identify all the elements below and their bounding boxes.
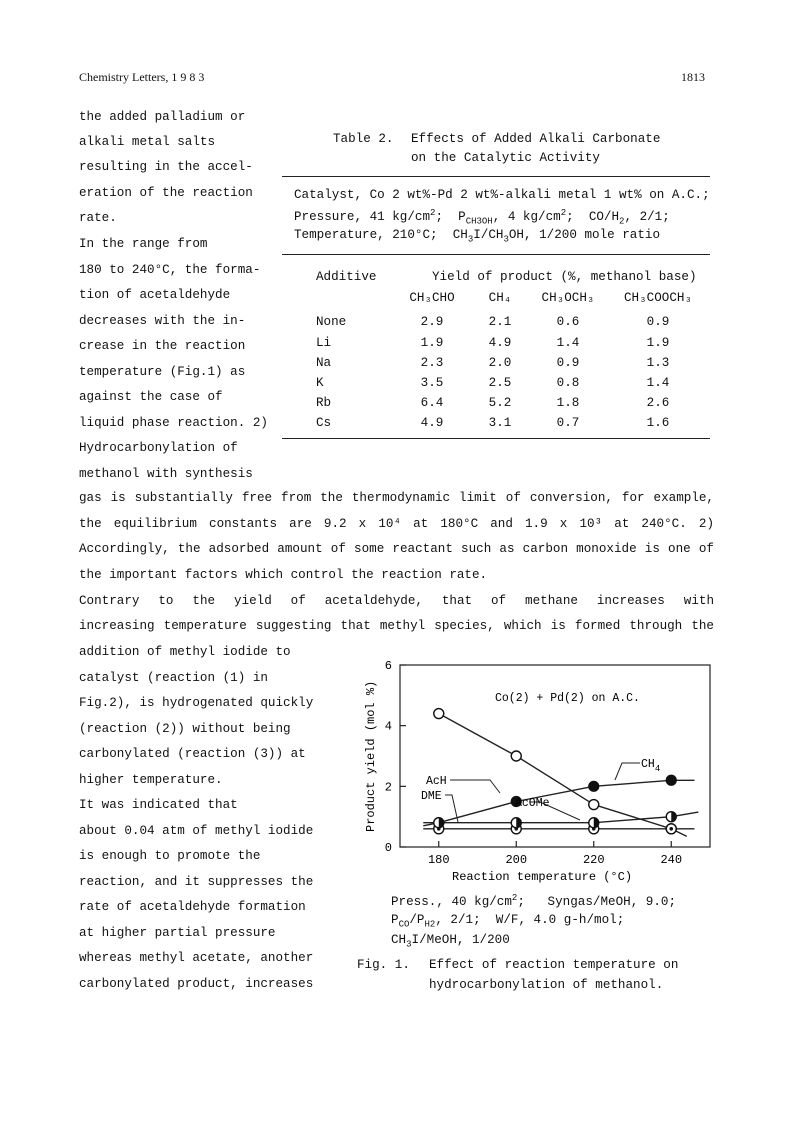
- table-cell: 0.7: [556, 416, 580, 430]
- lower-left-line: Fig.2), is hydrogenated quickly: [79, 696, 314, 710]
- left-column-line: eration of the reaction: [79, 186, 253, 200]
- table-caption-label: Table 2.: [333, 132, 394, 146]
- table-row-additive: K: [316, 376, 324, 390]
- body-text-line: increasing temperature suggesting that methyl species, which is formed through the: [79, 619, 714, 633]
- left-column-line: alkali metal salts: [79, 135, 216, 149]
- body-text-line: Contrary to the yield of acetaldehyde, that of methane increases with: [79, 594, 714, 608]
- data-point: [589, 800, 599, 810]
- data-point: [589, 781, 599, 791]
- body-text-line: the equilibrium constants are 9.2 x 10⁴ at 180°C and 1.9 x 10³ at 240°C. 2): [79, 517, 714, 531]
- inset-label: Co(2) + Pd(2) on A.C.: [495, 692, 640, 705]
- table-cell: 0.6: [556, 315, 580, 329]
- table-cell: 4.9: [420, 416, 444, 430]
- left-column-line: Hydrocarbonylation of: [79, 441, 238, 455]
- figure-caption-label: Fig. 1.: [357, 958, 410, 972]
- data-point: [511, 751, 521, 761]
- table-row-additive: Li: [316, 336, 332, 350]
- table-row-additive: Cs: [316, 416, 332, 430]
- annotation-ch4: $CH_4$: [641, 758, 661, 774]
- table-cell: 2.0: [488, 356, 512, 370]
- table-cell: 6.4: [420, 396, 444, 410]
- col-header-ch4: CH₄: [488, 291, 512, 305]
- x-tick-label: 200: [505, 853, 528, 867]
- table-cell: 0.8: [556, 376, 580, 390]
- table-cell: 2.3: [420, 356, 444, 370]
- lower-left-line: about 0.04 atm of methyl iodide: [79, 824, 314, 838]
- col-header-additive: Additive: [316, 270, 377, 284]
- left-column-line: temperature (Fig.1) as: [79, 365, 246, 379]
- journal-header: Chemistry Letters, 1 9 8 3: [79, 70, 205, 84]
- table-top-rule: [282, 176, 710, 177]
- table-cell: 3.5: [420, 376, 444, 390]
- x-axis-label: Reaction temperature (°C): [452, 870, 633, 884]
- left-column-line: resulting in the accel-: [79, 160, 253, 174]
- data-point: [434, 709, 444, 719]
- left-column-line: against the case of: [79, 390, 223, 404]
- lower-left-line: whereas methyl acetate, another: [79, 951, 314, 965]
- table-mid-rule: [282, 254, 710, 255]
- series-line: [423, 780, 694, 826]
- table-cell: 1.9: [420, 336, 444, 350]
- left-column-line: 180 to 240°C, the forma-: [79, 263, 261, 277]
- annotation-leader-ch4: [615, 763, 640, 780]
- lower-left-line: at higher partial pressure: [79, 926, 276, 940]
- col-header-ch3och3: CH₃OCH₃: [541, 291, 595, 305]
- table-cell: 0.9: [646, 315, 670, 329]
- left-column-line: liquid phase reaction. 2): [79, 416, 268, 430]
- y-tick-label: 0: [384, 841, 392, 855]
- table-cell: 5.2: [488, 396, 512, 410]
- figure-caption-line1: Effect of reaction temperature on: [429, 958, 679, 972]
- body-text-line: addition of methyl iodide to: [79, 645, 291, 659]
- lower-left-line: It was indicated that: [79, 798, 238, 812]
- figure-condition-3: $CH_3I$/MeOH, 1/200: [391, 933, 510, 950]
- body-text-line: gas is substantially free from the thermodynamic limit of conversion, for example,: [79, 491, 714, 505]
- lower-left-line: reaction, and it suppresses the: [79, 875, 314, 889]
- lower-left-line: rate of acetaldehyde formation: [79, 900, 306, 914]
- figure-caption-line2: hydrocarbonylation of methanol.: [429, 978, 664, 992]
- table-cell: 1.9: [646, 336, 670, 350]
- y-axis-label: Product yield (mol %): [364, 680, 378, 832]
- left-column-line: methanol with synthesis: [79, 467, 253, 481]
- col-header-ch3cho: CH₃CHO: [409, 291, 455, 305]
- lower-left-line: higher temperature.: [79, 773, 223, 787]
- lower-left-line: catalyst (reaction (1) in: [79, 671, 268, 685]
- lower-left-line: is enough to promote the: [79, 849, 261, 863]
- annotation-dme: DME: [421, 790, 442, 803]
- table-caption-line2: on the Catalytic Activity: [411, 151, 600, 165]
- x-tick-label: 240: [660, 853, 683, 867]
- annotation-leader-ach: [450, 780, 500, 793]
- table-condition-1: Catalyst, Co 2 wt%-Pd 2 wt%-alkali metal 1 wt% on A.C.;: [294, 188, 710, 202]
- body-text-line: Accordingly, the adsorbed amount of some reactant such as carbon monoxide is one of: [79, 542, 714, 556]
- page-number: 1813: [681, 70, 705, 84]
- table-cell: 2.1: [488, 315, 512, 329]
- lower-left-line: carbonylated (reaction (3)) at: [79, 747, 306, 761]
- figure-condition-2: $P_{CO}/P_{H2}$, 2/1; W/F, 4.0 g-h/mol;: [391, 913, 625, 930]
- y-tick-label: 6: [384, 659, 392, 673]
- col-header-yield: Yield of product (%, methanol base): [432, 270, 697, 284]
- left-column-line: In the range from: [79, 237, 208, 251]
- x-tick-label: 220: [582, 853, 605, 867]
- table-cell: 3.1: [488, 416, 512, 430]
- table-cell: 2.6: [646, 396, 670, 410]
- table-row-additive: None: [316, 315, 347, 329]
- table-caption-line1: Effects of Added Alkali Carbonate: [411, 132, 661, 146]
- table-cell: 2.9: [420, 315, 444, 329]
- table-cell: 1.8: [556, 396, 580, 410]
- left-column-line: crease in the reaction: [79, 339, 246, 353]
- left-column-line: decreases with the in-: [79, 314, 246, 328]
- table-cell: 4.9: [488, 336, 512, 350]
- data-point: [666, 775, 676, 785]
- annotation-acome: AcOMe: [515, 797, 550, 810]
- x-tick-label: 180: [427, 853, 450, 867]
- table-row-additive: Rb: [316, 396, 332, 410]
- table-cell: 1.6: [646, 416, 670, 430]
- left-column-line: tion of acetaldehyde: [79, 288, 231, 302]
- table-condition-2: Pressure, 41 $kg/cm^2$; $P_{CH3OH}$, 4 $kg/cm^2$; $CO/H_2$, 2/1;: [294, 208, 670, 227]
- table-bottom-rule: [282, 438, 710, 439]
- left-column-line: the added palladium or: [79, 110, 246, 124]
- annotation-ach: AcH: [426, 775, 447, 788]
- table-cell: 0.9: [556, 356, 580, 370]
- table-cell: 1.3: [646, 356, 670, 370]
- lower-left-line: carbonylated product, increases: [79, 977, 314, 991]
- series-line: [423, 812, 698, 823]
- figure-condition-1: Press., 40 $kg/cm^2$; Syngas/MeOH, 9.0;: [391, 893, 677, 910]
- left-column-line: rate.: [79, 211, 117, 225]
- lower-left-line: (reaction (2)) without being: [79, 722, 291, 736]
- table-cell: 2.5: [488, 376, 512, 390]
- body-text-line: the important factors which control the reaction rate.: [79, 568, 488, 582]
- table-cell: 1.4: [556, 336, 580, 350]
- table-row-additive: Na: [316, 356, 332, 370]
- y-tick-label: 2: [384, 780, 392, 795]
- col-header-ch3cooch3: CH₃COOCH₃: [623, 291, 693, 305]
- figure-1-chart: [340, 650, 720, 890]
- y-tick-label: 4: [384, 719, 392, 734]
- data-point-center: [669, 827, 673, 831]
- table-cell: 1.4: [646, 376, 670, 390]
- table-condition-3: Temperature, 210°C; $CH_3I/CH_3OH$, 1/200 mole ratio: [294, 228, 661, 245]
